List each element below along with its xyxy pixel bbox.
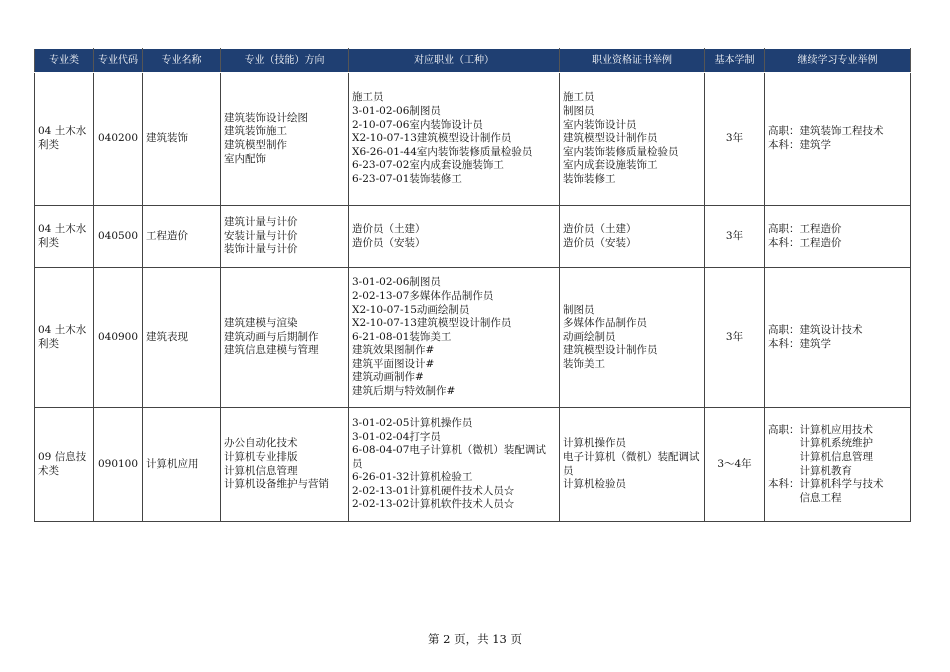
- occupation-item: 建筑平面图设计#: [352, 357, 435, 370]
- certificate-item: 建筑模型设计制作员: [563, 132, 658, 145]
- further-study-item: 高职：计算机应用技术: [768, 423, 873, 436]
- direction-item: 装饰计量与计价: [224, 243, 298, 256]
- certificate-cell: [560, 268, 705, 408]
- occupation-item: 建筑后期与特效制作#: [352, 385, 456, 398]
- occupation-item: X2-10-07-15动画绘制员: [352, 303, 470, 316]
- occupation-item: 造价员（安装）: [352, 236, 426, 249]
- certificate-item: 电子计算机（微机）装配调试员: [563, 450, 700, 477]
- occupation-item: 3-01-02-04打字员: [352, 430, 441, 443]
- further-study-cell: [765, 73, 911, 206]
- occupation-item: 3-01-02-06制图员: [352, 105, 441, 118]
- name-cell: 计算机应用: [143, 408, 221, 522]
- further-study-item: 计算机系统维护: [768, 437, 873, 450]
- direction-cell: [221, 206, 349, 268]
- occupation-item: 2-02-13-02计算机软件技术人员☆: [352, 498, 515, 511]
- occupation-cell: [349, 268, 560, 408]
- header-category: 专业类: [35, 49, 94, 73]
- occupation-item: 6-21-08-01装饰美工: [352, 330, 452, 343]
- further-study-item: 高职：建筑设计技术: [768, 323, 863, 336]
- header-further-study: 继续学习专业举例: [765, 49, 911, 73]
- certificate-cell: [560, 408, 705, 522]
- further-study-item: 本科：建筑学: [768, 337, 831, 350]
- category-cell: 09 信息技术类: [35, 408, 94, 522]
- certificate-item: 建筑模型设计制作员: [563, 344, 658, 357]
- occupation-item: X2-10-07-13建筑模型设计制作员: [352, 317, 512, 330]
- occupation-item: 建筑动画制作#: [352, 371, 424, 384]
- occupation-cell: [349, 408, 560, 522]
- occupation-item: 2-02-13-01计算机硬件技术人员☆: [352, 484, 515, 497]
- direction-item: 计算机设备维护与营销: [224, 478, 329, 491]
- certificate-item: 制图员: [563, 105, 595, 118]
- category-cell: 04 土木水利类: [35, 206, 94, 268]
- code-cell: 040500: [94, 206, 143, 268]
- further-study-item: 本科：建筑学: [768, 139, 831, 151]
- further-study-item: 信息工程: [768, 491, 842, 504]
- occupation-cell: [349, 206, 560, 268]
- direction-cell: [221, 73, 349, 206]
- certificate-item: 造价员（土建）: [563, 222, 637, 235]
- header-direction: 专业（技能）方向: [221, 49, 349, 73]
- code-cell: 040900: [94, 268, 143, 408]
- certificate-item: 动画绘制员: [563, 330, 616, 343]
- table-row: [35, 408, 911, 522]
- direction-item: 安装计量与计价: [224, 229, 298, 242]
- certificate-item: 室内装饰装修质量检验员: [563, 145, 679, 158]
- direction-item: 建筑装饰施工: [224, 125, 287, 138]
- duration-cell: 3年: [705, 268, 765, 408]
- certificate-cell: [560, 206, 705, 268]
- table-row: [35, 73, 911, 206]
- further-study-cell: [765, 206, 911, 268]
- occupation-item: 施工员: [352, 91, 384, 104]
- certificate-cell: [560, 73, 705, 206]
- duration-cell: 3年: [705, 73, 765, 206]
- direction-item: 建筑建模与渲染: [224, 317, 298, 330]
- duration-cell: 3～4年: [705, 408, 765, 522]
- name-cell: 建筑装饰: [143, 73, 221, 206]
- certificate-item: 多媒体作品制作员: [563, 317, 647, 330]
- further-study-item: 本科：工程造价: [768, 236, 842, 249]
- code-cell: 040200: [94, 73, 143, 206]
- further-study-item: 计算机教育: [768, 464, 852, 477]
- code-cell: 090100: [94, 408, 143, 522]
- category-cell: 04 土木水利类: [35, 268, 94, 408]
- name-cell: 工程造价: [143, 206, 221, 268]
- direction-item: 建筑装饰设计绘图: [224, 111, 308, 124]
- occupation-item: 2-02-13-07多媒体作品制作员: [352, 289, 494, 302]
- occupation-item: X6-26-01-44室内装饰装修质量检验员: [352, 145, 533, 158]
- direction-item: 建筑计量与计价: [224, 216, 298, 229]
- occupation-item: 6-23-07-02室内成套设施装饰工: [352, 159, 504, 172]
- direction-item: 建筑信息建模与管理: [224, 344, 319, 357]
- occupation-item: 6-23-07-01装饰装修工: [352, 172, 462, 185]
- direction-item: 建筑模型制作: [224, 139, 287, 151]
- direction-cell: [221, 268, 349, 408]
- direction-item: 计算机信息管理: [224, 464, 298, 477]
- header-row: [35, 49, 911, 73]
- table-row: [35, 206, 911, 268]
- category-cell: 04 土木水利类: [35, 73, 94, 206]
- duration-cell: 3年: [705, 206, 765, 268]
- certificate-item: 装饰美工: [563, 357, 605, 370]
- table-row: [35, 268, 911, 408]
- occupation-item: 建筑效果图制作#: [352, 344, 435, 357]
- occupation-cell: [349, 73, 560, 206]
- direction-item: 建筑动画与后期制作: [224, 330, 319, 343]
- occupation-item: 3-01-02-05计算机操作员: [352, 416, 473, 429]
- direction-item: 办公自动化技术: [224, 437, 298, 450]
- header-occupation: 对应职业（工种）: [349, 49, 560, 73]
- header-name: 专业名称: [143, 49, 221, 73]
- occupation-item: 3-01-02-06制图员: [352, 276, 441, 289]
- page-footer: 第 2 页，共 13 页: [427, 632, 523, 646]
- further-study-cell: [765, 268, 911, 408]
- header-certificate: 职业资格证书举例: [560, 49, 705, 73]
- name-cell: 建筑表现: [143, 268, 221, 408]
- certificate-item: 施工员: [563, 91, 595, 104]
- header-code: 专业代码: [94, 49, 143, 73]
- header-duration: 基本学制: [705, 49, 765, 73]
- further-study-item: 本科：计算机科学与技术: [768, 478, 884, 491]
- further-study-item: 高职：工程造价: [768, 222, 842, 235]
- direction-item: 室内配饰: [224, 152, 266, 165]
- further-study-item: 计算机信息管理: [768, 450, 873, 463]
- certificate-item: 装饰装修工: [563, 172, 616, 185]
- certificate-item: 室内装饰设计员: [563, 118, 637, 131]
- occupation-item: 6-08-04-07电子计算机（微机）装配调试员: [352, 444, 546, 470]
- certificate-item: 计算机操作员: [563, 437, 626, 450]
- certificate-item: 制图员: [563, 303, 595, 316]
- occupation-item: 2-10-07-06室内装饰设计员: [352, 118, 483, 131]
- certificate-item: 造价员（安装）: [563, 236, 637, 249]
- direction-item: 计算机专业排版: [224, 450, 298, 463]
- further-study-item: 高职：建筑装饰工程技术: [768, 125, 884, 138]
- occupation-item: 造价员（土建）: [352, 222, 426, 235]
- occupation-item: X2-10-07-13建筑模型设计制作员: [352, 132, 512, 145]
- certificate-item: 室内成套设施装饰工: [563, 159, 658, 172]
- direction-cell: [221, 408, 349, 522]
- further-study-cell: [765, 408, 911, 522]
- majors-table: [34, 48, 911, 522]
- certificate-item: 计算机检验员: [563, 478, 626, 491]
- occupation-item: 6-26-01-32计算机检验工: [352, 471, 473, 484]
